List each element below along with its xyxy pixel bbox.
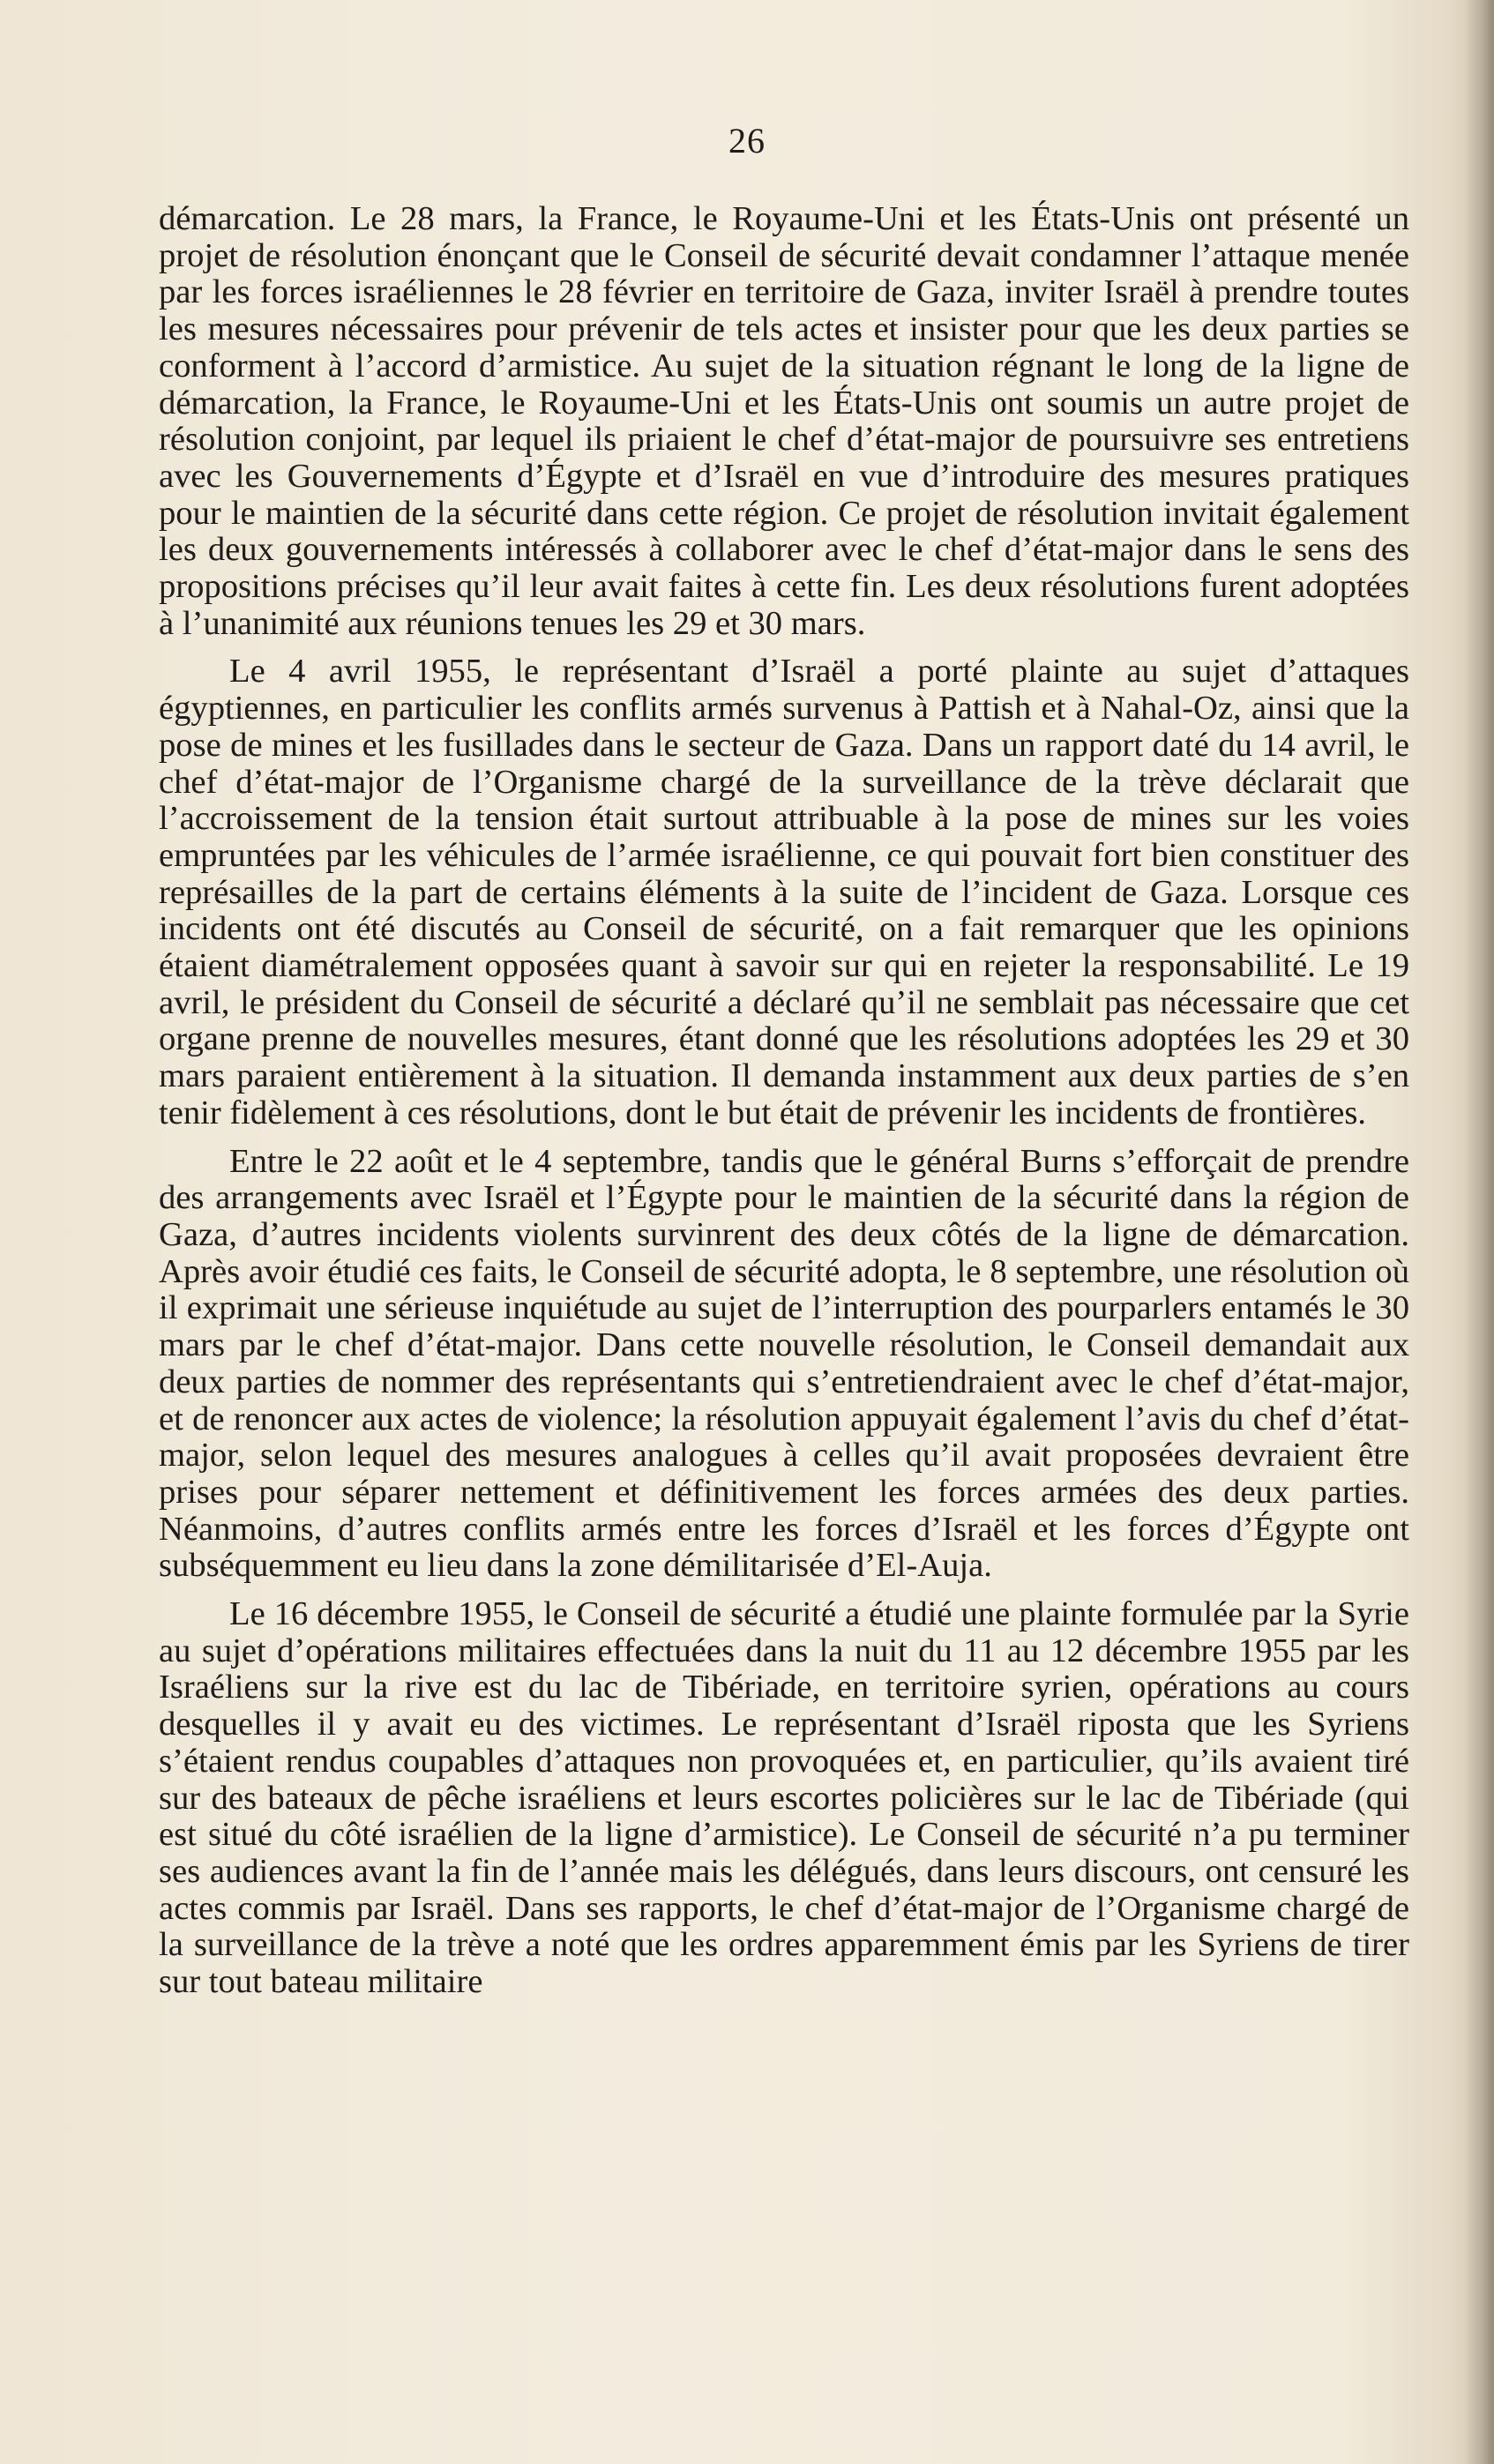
paragraph-3: Entre le 22 août et le 4 septembre, tandis que le général Burns s’efforçait de prendre des arrangements avec Israël et l’Égypte pour le maintien de la sécurité dans la région de Gaza, d’autres incidents violents survinrent des deux côtés de la ligne de démarcation. Après avoir étudié ces faits, le Conseil de sécurité adopta, le 8 septembre, une résolution où il exprimait une sérieuse inquiétude au sujet de l’interruption des pourparlers entamés le 30 mars par le chef d’état-major. Dans cette nouvelle résolution, le Conseil demandait aux deux parties de nommer des représentants qui s’entretiendraient avec le chef d’état-major, et de renoncer aux actes de violence; la résolution appuyait également l’avis du chef d’état-major, selon lequel des mesures analogues à celles qu’il avait proposées devraient être prises pour séparer nettement et définitivement les forces armées des deux parties. Néanmoins, d’autres conflits armés entre les forces d’Israël et les forces d’Égypte ont subséquemment eu lieu dans la zone démilitarisée d’El-Auja. <box>159 1142 1409 1585</box>
page-number: 26 <box>728 121 766 161</box>
paragraph-2: Le 4 avril 1955, le représentant d’Israël a porté plainte au sujet d’attaques égyptiennes, en particulier les conflits armés survenus à Pattish et à Nahal-Oz, ainsi que la pose de mines et les fusillades dans le secteur de Gaza. Dans un rapport daté du 14 avril, le chef d’état-major de l’Organisme chargé de la surveillance de la trève déclarait que l’accroissement de la tension était surtout attribuable à la pose de mines sur les voies empruntées par les véhicules de l’armée israélienne, ce qui pouvait fort bien constituer des représailles de la part de certains éléments à la suite de l’incident de Gaza. Lorsque ces incidents ont été discutés au Conseil de sécurité, on a fait remarquer que les opinions étaient diamétralement opposées quant à savoir sur qui en rejeter la responsabilité. Le 19 avril, le président du Conseil de sécurité a déclaré qu’il ne semblait pas nécessaire que cet organe prenne de nouvelles mesures, étant donné que les résolutions adoptées les 29 et 30 mars paraient entièrement à la situation. Il demanda instamment aux deux parties de s’en tenir fidèlement à ces résolutions, dont le but était de prévenir les incidents de frontières. <box>159 653 1409 1131</box>
body-text <box>159 201 1409 2001</box>
paragraph-4: Le 16 décembre 1955, le Conseil de sécurité a étudié une plainte formulée par la Syrie au sujet d’opérations militaires effectuées dans la nuit du 11 au 12 décembre 1955 par les Israéliens sur la rive est du lac de Tibériade, en territoire syrien, opérations au cours desquelles il y avait eu des victimes. Le représentant d’Israël riposta que les Syriens s’étaient rendus coupables d’attaques non provoquées et, en particulier, qu’ils avaient tiré sur des bateaux de pêche israéliens et leurs escortes policières sur le lac de Tibériade (qui est situé du côté israélien de la ligne d’armistice). Le Conseil de sécurité n’a pu terminer ses audiences avant la fin de l’année mais les délégués, dans leurs discours, ont censuré les actes commis par Israël. Dans ses rapports, le chef d’état-major de l’Organisme chargé de la surveillance de la trève a noté que les ordres apparemment émis par les Syriens de tirer sur tout bateau militaire <box>159 1595 1409 2001</box>
paragraph-1: démarcation. Le 28 mars, la France, le Royaume-Uni et les États-Unis ont présenté un projet de résolution énonçant que le Conseil de sécurité devait condamner l’attaque menée par les forces israéliennes le 28 février en territoire de Gaza, inviter Israël à prendre toutes les mesures nécessaires pour prévenir de tels actes et insister pour que les deux parties se conforment à l’accord d’armistice. Au sujet de la situation régnant le long de la ligne de démarcation, la France, le Royaume-Uni et les États-Unis ont soumis un autre projet de résolution conjoint, par lequel ils priaient le chef d’état-major de poursuivre ses entretiens avec les Gouvernements d’Égypte et d’Israël en vue d’introduire des mesures pratiques pour le maintien de la sécurité dans cette région. Ce projet de résolution invitait également les deux gouvernements intéressés à collaborer avec le chef d’état-major dans le sens des propositions précises qu’il leur avait faites à cette fin. Les deux résolutions furent adoptées à l’unanimité aux réunions tenues les 29 et 30 mars. <box>159 200 1409 642</box>
binding-shadow <box>1464 0 1494 2464</box>
